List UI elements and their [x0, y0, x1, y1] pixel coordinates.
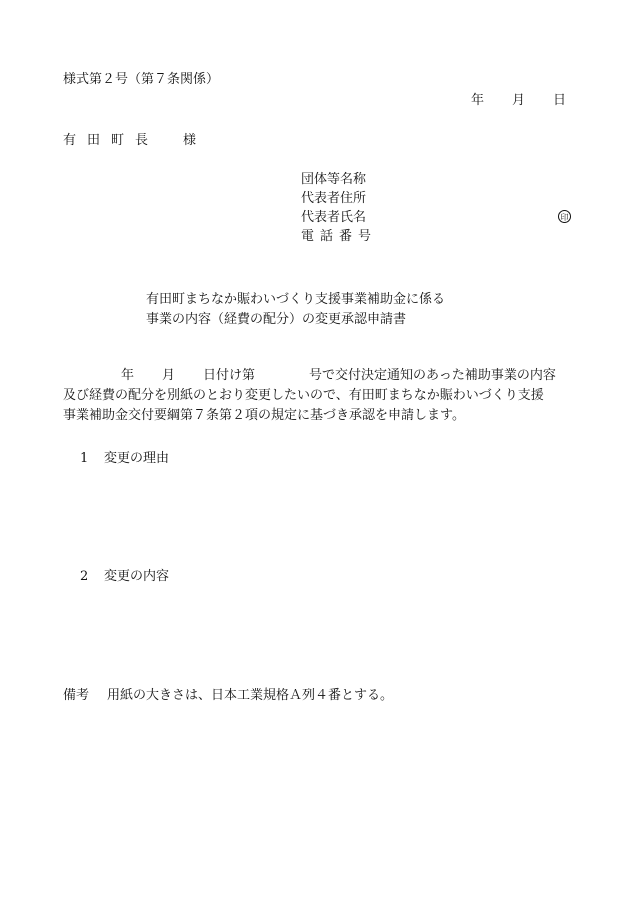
body-line-1-rest: 号で交付決定通知のあった補助事業の内容	[309, 368, 556, 383]
section-2-label: 変更の内容	[104, 569, 170, 584]
body-year: 年	[121, 368, 135, 383]
section-1-number: 1	[80, 451, 89, 466]
representative-name-label: 代表者氏名	[301, 210, 367, 225]
body-line-3: 事業補助金交付要綱第７条第２項の規定に基づき承認を申請します。	[63, 408, 465, 423]
body-paragraph	[63, 366, 575, 426]
applicant-block	[301, 170, 571, 246]
document-title-line-2: 事業の内容（経費の配分）の変更承認申請書	[146, 312, 407, 327]
addressee: 有田町長 様	[63, 133, 208, 148]
remarks-label: 備考	[63, 688, 90, 703]
form-number: 様式第２号（第７条関係）	[63, 72, 220, 87]
body-line-2: 及び経費の配分を別紙のとおり変更したいので、有田町まちなか賑わいづくり支援	[63, 388, 544, 403]
seal-icon: 印	[558, 210, 571, 223]
body-month: 月	[162, 368, 176, 383]
date-year: 年	[470, 93, 484, 108]
representative-address-label: 代表者住所	[301, 191, 367, 206]
date-month: 月	[511, 93, 525, 108]
date-line	[471, 92, 566, 110]
organization-name-row	[301, 170, 571, 189]
remarks	[63, 687, 393, 705]
organization-name-label: 団体等名称	[301, 172, 367, 187]
remarks-text: 用紙の大きさは、日本工業規格Ａ列４番とする。	[107, 688, 394, 703]
section-2-number: 2	[80, 569, 89, 584]
representative-name-row	[301, 208, 571, 227]
phone-number-label: 電話番号	[301, 229, 378, 244]
document-title-line-1: 有田町まちなか賑わいづくり支援事業補助金に係る	[146, 292, 446, 307]
section-1-label: 変更の理由	[104, 451, 170, 466]
section-change-content	[80, 568, 169, 586]
phone-number-row	[301, 227, 571, 246]
body-dated-no: 日付け第	[203, 368, 256, 383]
document-title	[146, 290, 445, 330]
section-change-reason	[80, 450, 169, 468]
representative-address-row	[301, 189, 571, 208]
body-line-1	[63, 366, 575, 386]
date-day: 日	[552, 93, 566, 108]
